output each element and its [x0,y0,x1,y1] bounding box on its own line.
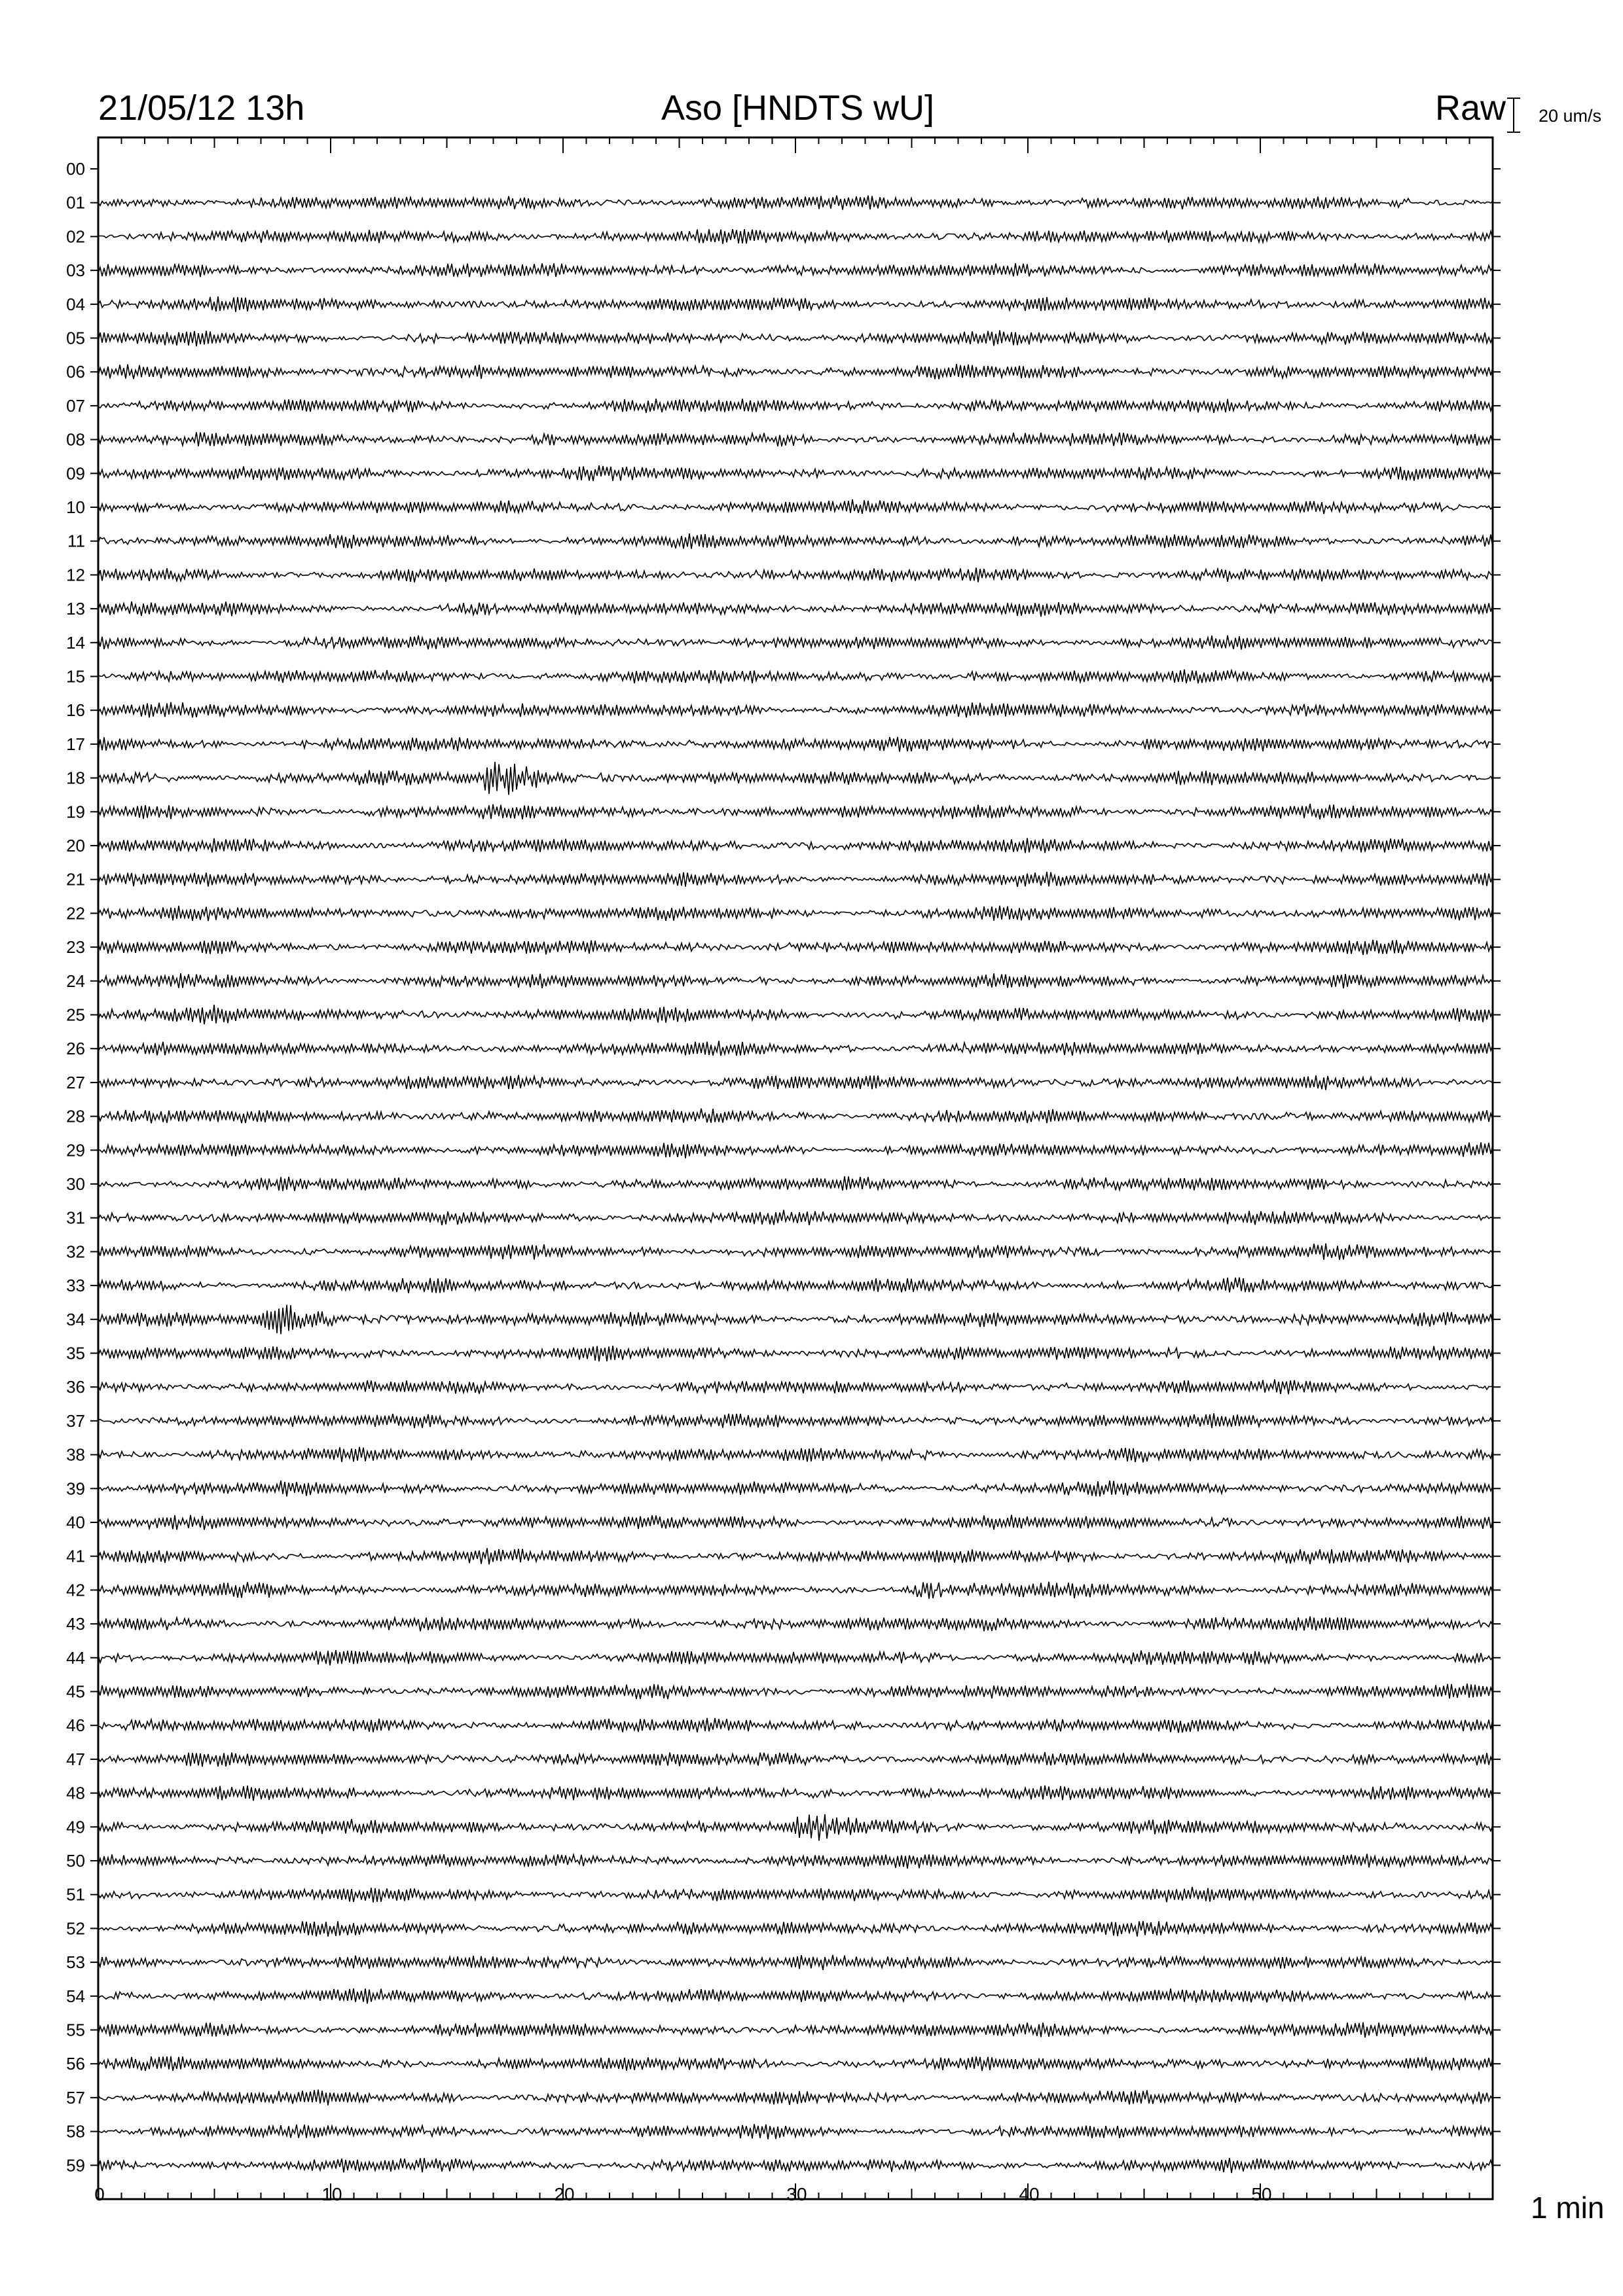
trace-row-55 [98,2022,1493,2037]
row-label: 37 [66,1410,85,1431]
row-label: 31 [66,1208,85,1228]
plot-frame-border [98,137,1493,2199]
row-label: 11 [67,531,85,551]
date-hour-label: 21/05/12 13h [98,88,305,128]
row-label: 26 [66,1039,85,1059]
trace-row-27 [98,1075,1493,1090]
row-label: 44 [66,1647,85,1668]
row-label: 19 [66,802,85,822]
trace-row-52 [98,1921,1493,1937]
row-label: 29 [66,1140,85,1160]
x-tick-label: 40 [1019,2184,1040,2204]
trace-row-45 [98,1683,1493,1699]
trace-row-35 [98,1346,1493,1361]
row-label: 48 [66,1783,85,1803]
row-label: 07 [66,395,85,416]
trace-row-06 [98,364,1493,379]
trace-row-03 [98,263,1493,277]
row-label: 28 [66,1106,85,1126]
row-label: 47 [66,1749,85,1769]
row-label: 50 [66,1851,85,1871]
trace-row-29 [98,1142,1493,1158]
trace-row-50 [98,1854,1493,1869]
row-label: 16 [66,700,85,721]
row-label: 34 [66,1309,85,1329]
trace-row-39 [98,1480,1493,1496]
row-label: 42 [66,1580,85,1600]
trace-row-02 [98,229,1493,244]
row-label: 13 [66,599,85,619]
trace-row-19 [98,804,1493,819]
trace-row-01 [98,196,1493,210]
row-label: 35 [66,1343,85,1363]
row-label: 08 [66,429,85,450]
row-label: 27 [66,1072,85,1092]
x-tick-label: 10 [321,2184,342,2204]
row-label: 39 [66,1479,85,1499]
trace-row-43 [98,1617,1493,1632]
trace-row-48 [98,1785,1493,1801]
x-tick-label: 20 [554,2184,575,2204]
row-label: 20 [66,836,85,855]
trace-row-15 [98,670,1493,683]
row-label: 09 [66,463,85,484]
row-label: 52 [66,1918,85,1939]
row-label: 23 [66,937,85,958]
trace-row-44 [98,1650,1493,1665]
trace-row-33 [98,1278,1493,1293]
trace-row-25 [98,1005,1493,1024]
scale-bar-label: 20 um/s [1539,106,1602,126]
station-title: Aso [HNDTS wU] [661,88,935,128]
trace-row-21 [98,872,1493,887]
trace-row-12 [98,567,1493,582]
x-tick-label: 0 [94,2184,105,2204]
tick-marks [90,137,1501,2199]
row-labels [66,159,85,2175]
x-unit-label: 1 min [1531,2191,1605,2225]
trace-row-09 [98,465,1493,481]
trace-row-04 [98,296,1493,312]
row-label: 25 [66,1005,85,1025]
trace-row-51 [98,1887,1493,1903]
row-label: 01 [66,192,85,213]
trace-row-54 [98,1988,1493,2003]
x-tick-label: 30 [786,2184,807,2204]
trace-row-07 [98,399,1493,413]
row-label: 51 [66,1884,85,1905]
trace-row-08 [98,432,1493,446]
trace-row-47 [98,1752,1493,1767]
row-label: 18 [66,768,85,788]
mode-label: Raw [1435,88,1506,128]
trace-row-36 [98,1380,1493,1395]
trace-row-20 [98,838,1493,853]
trace-row-40 [98,1515,1493,1530]
row-label: 06 [66,362,85,382]
trace-row-16 [98,702,1493,718]
trace-row-57 [98,2090,1493,2106]
trace-row-24 [98,973,1493,988]
scale-bar [1507,98,1520,132]
x-tick-labels [94,2184,1271,2204]
row-label: 32 [66,1242,85,1262]
trace-row-18 [98,762,1493,795]
trace-row-10 [98,499,1493,514]
row-label: 49 [66,1817,85,1837]
trace-row-30 [98,1176,1493,1191]
row-label: 36 [66,1377,85,1397]
row-label: 14 [66,632,85,653]
row-label: 58 [66,2121,85,2142]
row-label: 59 [66,2155,85,2176]
row-label: 33 [66,1276,85,1296]
row-label: 05 [66,328,85,348]
trace-row-41 [98,1548,1493,1564]
trace-row-23 [98,940,1493,955]
trace-row-37 [98,1413,1493,1428]
traces [98,196,1493,2173]
trace-row-56 [98,2056,1493,2071]
row-label: 21 [66,869,85,889]
row-label: 55 [66,2020,85,2040]
trace-row-38 [98,1447,1493,1463]
trace-row-34 [98,1305,1493,1335]
row-label: 54 [66,1986,85,2006]
plot-frame [98,137,1493,2199]
row-label: 46 [66,1715,85,1736]
x-tick-label: 50 [1251,2184,1272,2204]
row-label: 22 [66,903,85,924]
row-label: 45 [66,1681,85,1702]
row-label: 02 [66,226,85,247]
trace-row-42 [98,1582,1493,1599]
row-label: 40 [66,1513,85,1532]
trace-row-22 [98,906,1493,921]
trace-row-26 [98,1041,1493,1056]
trace-row-11 [98,533,1493,548]
trace-row-14 [98,636,1493,650]
trace-row-46 [98,1718,1493,1733]
row-label: 38 [66,1444,85,1465]
row-label: 56 [66,2054,85,2074]
trace-row-31 [98,1210,1493,1225]
row-label: 53 [66,1952,85,1973]
row-label: 24 [66,971,85,991]
trace-row-49 [98,1814,1493,1841]
row-label: 12 [66,565,85,585]
trace-row-28 [98,1109,1493,1124]
row-label: 04 [66,294,85,314]
trace-row-13 [98,601,1493,617]
trace-row-05 [98,331,1493,346]
trace-row-17 [98,737,1493,752]
row-label: 10 [66,497,85,517]
row-label: 43 [66,1614,85,1634]
row-label: 15 [66,666,85,687]
row-label: 03 [66,260,85,281]
trace-row-58 [98,2124,1493,2139]
trace-row-59 [98,2158,1493,2173]
row-label: 57 [66,2087,85,2108]
row-label: 17 [66,734,85,754]
row-label: 30 [66,1174,85,1194]
row-label: 00 [66,159,85,179]
row-label: 41 [66,1546,85,1566]
trace-row-53 [98,1955,1493,1970]
trace-row-32 [98,1244,1493,1260]
